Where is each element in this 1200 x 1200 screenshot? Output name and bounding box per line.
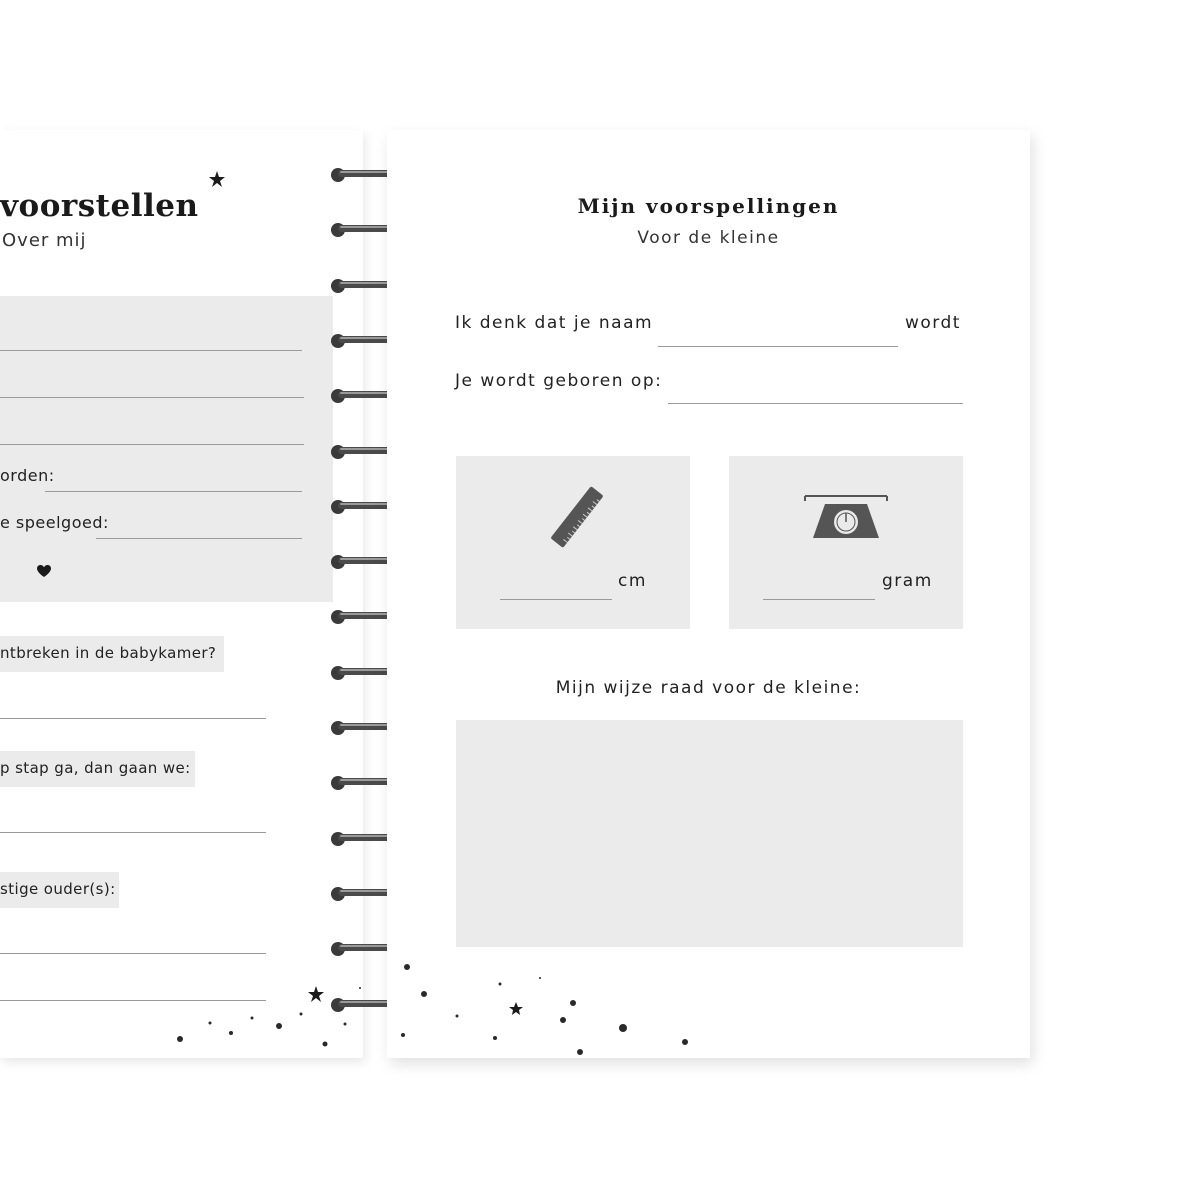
birth-label: Je wordt geboren op: [455, 371, 663, 391]
about-me-box [0, 296, 333, 602]
left-page [0, 130, 363, 1058]
question-box [0, 872, 119, 908]
name-field-line[interactable] [658, 346, 898, 347]
right-page-title: Mijn voorspellingen [577, 194, 840, 218]
length-field-line[interactable] [500, 599, 612, 600]
birth-field-line[interactable] [668, 403, 963, 404]
name-prefix-label: Ik denk dat je naam [455, 313, 654, 333]
field-label: e speelgoed: [0, 513, 109, 532]
length-unit: cm [618, 571, 647, 591]
name-suffix-label: wordt [905, 313, 961, 333]
left-page-title: voorstellen [0, 188, 199, 224]
weight-unit: gram [882, 571, 933, 591]
weight-box [729, 456, 963, 629]
left-page-subtitle: Over mij [2, 230, 87, 251]
answer-line[interactable] [0, 718, 266, 719]
field-line[interactable] [0, 397, 304, 398]
field-line[interactable] [45, 491, 302, 492]
length-box [456, 456, 690, 629]
scale-icon [803, 492, 889, 540]
field-line[interactable] [96, 538, 302, 539]
question-text: stige ouder(s): [0, 880, 116, 898]
confetti-decoration [387, 950, 1030, 1058]
advice-label: Mijn wijze raad voor de kleine: [555, 678, 862, 698]
heart-icon [36, 564, 52, 578]
answer-line[interactable] [0, 832, 266, 833]
question-box [0, 751, 195, 787]
right-page [387, 130, 1030, 1058]
field-line[interactable] [0, 350, 302, 351]
question-box [0, 636, 224, 672]
star-icon [208, 170, 226, 188]
advice-box[interactable] [456, 720, 963, 947]
question-text: ntbreken in de babykamer? [0, 644, 217, 662]
confetti-decoration [0, 950, 363, 1058]
question-text: p stap ga, dan gaan we: [0, 759, 191, 777]
ruler-icon [544, 482, 610, 552]
weight-field-line[interactable] [763, 599, 875, 600]
field-line[interactable] [0, 444, 304, 445]
field-label: orden: [0, 466, 55, 485]
right-page-subtitle: Voor de kleine [637, 228, 780, 248]
